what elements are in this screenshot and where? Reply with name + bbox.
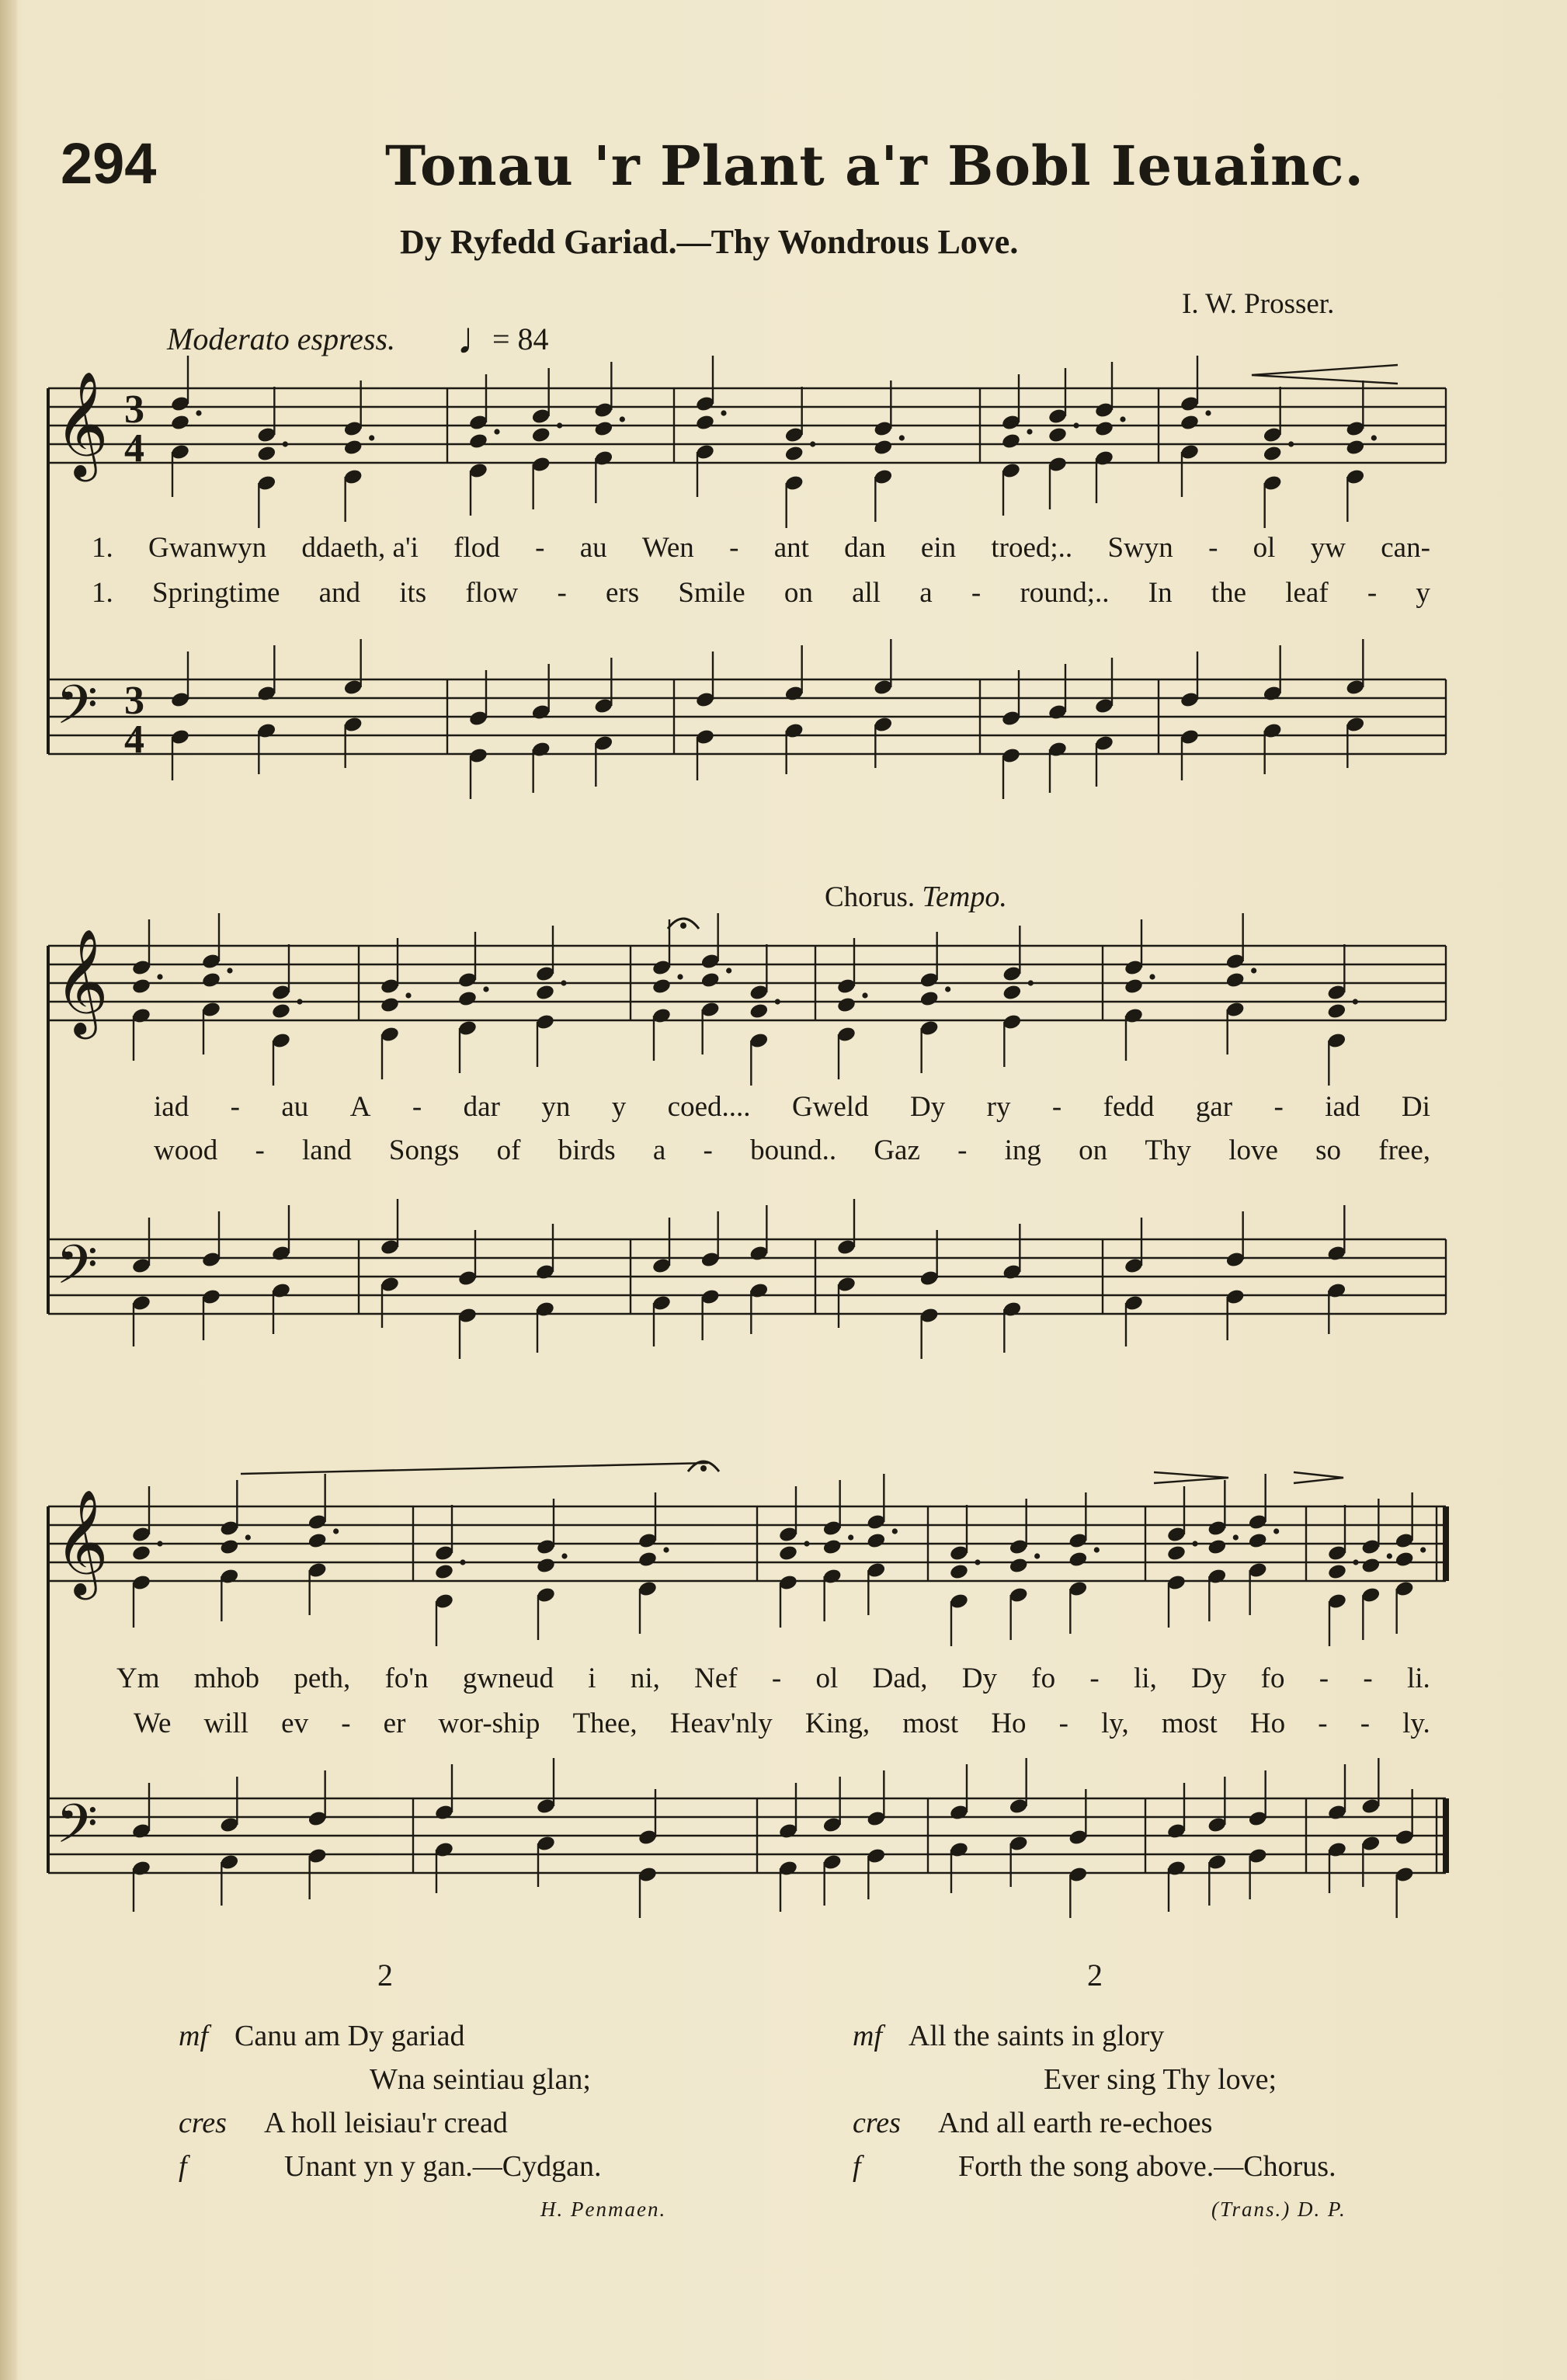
verse-text: And all earth re-echoes bbox=[938, 2107, 1213, 2139]
augmentation-dot bbox=[557, 422, 562, 428]
lyric-syllable: land bbox=[302, 1134, 352, 1166]
lyric-syllable: Songs bbox=[388, 1134, 460, 1166]
lyric-syllable: of bbox=[496, 1134, 521, 1166]
verse-2-line-english bbox=[853, 2019, 1164, 2053]
treble-clef: 𝄞 bbox=[54, 931, 109, 1033]
lyric-syllable: Di bbox=[1401, 1091, 1430, 1123]
lyric-syllable: coed.... bbox=[667, 1091, 751, 1123]
lyric-syllable: gwneud bbox=[462, 1663, 554, 1694]
lyric-syllable: - bbox=[255, 1134, 265, 1166]
lyric-syllable: a bbox=[919, 577, 933, 609]
verse-text: A holl leisiau'r cread bbox=[264, 2107, 508, 2139]
lyric-syllable: Gweld bbox=[791, 1091, 869, 1123]
note-head bbox=[1009, 1557, 1029, 1575]
lyric-syllable: Wen bbox=[641, 532, 694, 564]
verse-2-line-english bbox=[853, 2106, 1212, 2140]
augmentation-dot bbox=[1028, 980, 1034, 985]
note-head bbox=[201, 971, 221, 989]
note-head bbox=[131, 978, 151, 995]
augmentation-dot bbox=[196, 410, 201, 415]
lyric-syllable: Smile bbox=[678, 577, 745, 609]
lyric-syllable: Swyn bbox=[1107, 532, 1173, 564]
lyric-syllable: gar bbox=[1195, 1091, 1233, 1123]
note-head bbox=[307, 1532, 328, 1550]
lyric-syllable: - bbox=[1208, 532, 1218, 564]
augmentation-dot bbox=[899, 435, 905, 440]
augmentation-dot bbox=[157, 1541, 162, 1546]
lyric-syllable: yn bbox=[541, 1091, 571, 1123]
decrescendo-hairpin bbox=[1294, 1472, 1343, 1483]
lyric-syllable: au bbox=[281, 1091, 309, 1123]
lyric-syllable: fo'n bbox=[384, 1663, 429, 1694]
lyric-syllable: Thee, bbox=[572, 1708, 638, 1739]
lyric-syllable: most bbox=[902, 1708, 959, 1739]
augmentation-dot bbox=[892, 1528, 898, 1534]
note-head bbox=[1395, 1551, 1415, 1569]
dynamic-marking: cres bbox=[179, 2107, 227, 2139]
lyric-syllable: and bbox=[318, 577, 361, 609]
lyric-syllable: i bbox=[588, 1663, 596, 1694]
composer: I. W. Prosser. bbox=[1182, 288, 1335, 320]
tempo-marking: Moderato espress. bbox=[167, 321, 396, 356]
lyric-line-english bbox=[154, 1134, 1430, 1167]
lyric-syllable: ing bbox=[1004, 1134, 1041, 1166]
lyric-syllable: leaf bbox=[1285, 577, 1329, 609]
lyric-syllable: birds bbox=[558, 1134, 616, 1166]
lyric-syllable: Dy bbox=[1191, 1663, 1227, 1694]
lyric-syllable: - bbox=[957, 1134, 968, 1166]
hymn-title: Dy Ryfedd Gariad.—Thy Wondrous Love. bbox=[400, 223, 1019, 261]
lyric-syllable: peth, bbox=[294, 1663, 351, 1694]
note-head bbox=[1166, 1544, 1187, 1562]
augmentation-dot bbox=[810, 441, 815, 446]
lyric-syllable: ev bbox=[281, 1708, 309, 1739]
augmentation-dot bbox=[1205, 410, 1211, 415]
lyric-syllable: round;.. bbox=[1020, 577, 1110, 609]
lyric-syllable: Dy bbox=[910, 1091, 946, 1123]
metronome-note: ♩ bbox=[457, 313, 502, 363]
augmentation-dot bbox=[561, 980, 566, 985]
note-head bbox=[343, 439, 363, 457]
augmentation-dot bbox=[297, 999, 302, 1004]
lyric-syllable: fedd bbox=[1103, 1091, 1155, 1123]
lyric-syllable: - bbox=[729, 532, 739, 564]
lyric-syllable: fo bbox=[1031, 1663, 1056, 1694]
augmentation-dot bbox=[1371, 435, 1377, 440]
bass-clef: 𝄢 bbox=[56, 676, 99, 749]
lyric-syllable: ly. bbox=[1402, 1708, 1430, 1739]
lyric-syllable: - bbox=[1058, 1708, 1068, 1739]
verse-2-number-english: 2 bbox=[1087, 1958, 1103, 1993]
augmentation-dot bbox=[1149, 974, 1155, 979]
lyric-syllable: love bbox=[1228, 1134, 1278, 1166]
lyric-syllable: will bbox=[203, 1708, 249, 1739]
lyric-syllable: ry bbox=[986, 1091, 1011, 1123]
augmentation-dot bbox=[721, 410, 726, 415]
note-head bbox=[256, 445, 276, 463]
verse-text: Unant yn y gan.—Cydgan. bbox=[284, 2150, 602, 2183]
lyric-syllable: troed;.. bbox=[991, 532, 1073, 564]
note-head bbox=[536, 1557, 556, 1575]
note-head bbox=[1001, 433, 1021, 450]
augmentation-dot bbox=[333, 1528, 339, 1534]
verse-text: Wna seintiau glan; bbox=[370, 2063, 591, 2096]
lyric-syllable: ant bbox=[773, 532, 809, 564]
lyric-syllable: Gaz bbox=[874, 1134, 920, 1166]
note-head bbox=[784, 445, 804, 463]
note-head bbox=[1002, 984, 1022, 1002]
augmentation-dot bbox=[726, 968, 731, 973]
augmentation-dot bbox=[663, 1547, 669, 1552]
note-head bbox=[1048, 426, 1068, 444]
lyric-syllable: er bbox=[383, 1708, 406, 1739]
lyric-syllable: dar bbox=[463, 1091, 500, 1123]
phrase-line bbox=[241, 1463, 708, 1474]
verse-text: All the saints in glory bbox=[909, 2020, 1165, 2052]
lyric-syllable: li. bbox=[1406, 1663, 1430, 1694]
augmentation-dot bbox=[1034, 1553, 1040, 1558]
augmentation-dot bbox=[1353, 1559, 1358, 1565]
augmentation-dot bbox=[1120, 416, 1125, 422]
lyric-syllable: A bbox=[349, 1091, 371, 1123]
lyric-line-welsh bbox=[92, 531, 1430, 565]
note-head bbox=[638, 1551, 658, 1569]
augmentation-dot bbox=[157, 974, 162, 979]
lyric-syllable: iad bbox=[1325, 1091, 1360, 1123]
note-head bbox=[1225, 971, 1246, 989]
note-head bbox=[1360, 1557, 1381, 1575]
note-head bbox=[271, 1002, 291, 1020]
lyric-syllable: - bbox=[1273, 1091, 1284, 1123]
lyric-syllable: - bbox=[1360, 1708, 1371, 1739]
lyric-syllable: - bbox=[1318, 1708, 1328, 1739]
final-barline-thick bbox=[1443, 1798, 1449, 1873]
note-head bbox=[1327, 1563, 1347, 1581]
note-head bbox=[919, 990, 940, 1008]
verse-2-credit-english: (Trans.) D. P. bbox=[1211, 2198, 1346, 2221]
hymn-number: 294 bbox=[61, 131, 157, 196]
crescendo-hairpin bbox=[1252, 365, 1398, 384]
lyric-syllable: the bbox=[1211, 577, 1246, 609]
lyric-syllable: Ho bbox=[1249, 1708, 1286, 1739]
lyric-syllable: all bbox=[852, 577, 881, 609]
note-head bbox=[1207, 1538, 1227, 1556]
augmentation-dot bbox=[494, 429, 499, 434]
augmentation-dot bbox=[1288, 441, 1294, 446]
chorus-label: Chorus. bbox=[825, 881, 916, 913]
augmentation-dot bbox=[460, 1559, 465, 1565]
lyric-syllable: 1. bbox=[92, 577, 113, 609]
lyric-syllable: mhob bbox=[193, 1663, 260, 1694]
lyric-syllable: most bbox=[1161, 1708, 1218, 1739]
treble-clef: 𝄞 bbox=[54, 1492, 109, 1593]
lyric-syllable: - bbox=[1319, 1663, 1329, 1694]
bass-clef: 𝄢 bbox=[56, 1236, 99, 1308]
chorus-tempo: Tempo. bbox=[922, 881, 1007, 913]
verse-2-number-welsh: 2 bbox=[377, 1958, 393, 1993]
augmentation-dot bbox=[848, 1534, 853, 1540]
note-head bbox=[1124, 978, 1144, 995]
lyric-syllable: - bbox=[412, 1091, 422, 1123]
verse-text: Canu am Dy gariad bbox=[235, 2020, 465, 2052]
final-barline-thick bbox=[1443, 1506, 1449, 1581]
lyric-syllable: on bbox=[784, 577, 813, 609]
note-head bbox=[1263, 445, 1283, 463]
augmentation-dot bbox=[1251, 968, 1256, 973]
note-head bbox=[535, 984, 555, 1002]
note-head bbox=[873, 439, 893, 457]
note-head bbox=[131, 1544, 151, 1562]
verse-2-line-welsh bbox=[179, 2149, 601, 2184]
augmentation-dot bbox=[369, 435, 374, 440]
augmentation-dot bbox=[620, 416, 625, 422]
note-head bbox=[1248, 1532, 1268, 1550]
crescendo-hairpin bbox=[1154, 1472, 1228, 1483]
note-head bbox=[1180, 414, 1200, 432]
lyric-syllable: - bbox=[230, 1091, 240, 1123]
dynamic-marking: f bbox=[853, 2150, 861, 2183]
note-head bbox=[822, 1538, 843, 1556]
lyric-syllable: li, bbox=[1134, 1663, 1157, 1694]
lyric-syllable: ddaeth, a'i bbox=[301, 532, 419, 564]
lyric-syllable: ni, bbox=[630, 1663, 660, 1694]
lyric-syllable: King, bbox=[804, 1708, 870, 1739]
augmentation-dot bbox=[1192, 1541, 1197, 1546]
lyric-syllable: - bbox=[1089, 1663, 1100, 1694]
lyric-syllable: In bbox=[1148, 577, 1173, 609]
augmentation-dot bbox=[945, 986, 950, 992]
lyric-syllable: ol bbox=[815, 1663, 839, 1694]
lyric-syllable: can- bbox=[1381, 532, 1430, 564]
lyric-syllable: - bbox=[1367, 577, 1378, 609]
lyric-syllable: iad bbox=[154, 1091, 189, 1123]
note-head bbox=[1326, 1002, 1346, 1020]
lyric-syllable: Dy bbox=[961, 1663, 998, 1694]
lyric-syllable: free, bbox=[1378, 1134, 1430, 1166]
lyric-syllable: fo bbox=[1260, 1663, 1285, 1694]
lyric-syllable: - bbox=[703, 1134, 713, 1166]
metronome-value: = 84 bbox=[492, 321, 549, 356]
lyric-syllable: wood bbox=[154, 1134, 218, 1166]
fermata-dot bbox=[700, 1465, 707, 1471]
augmentation-dot bbox=[1420, 1547, 1426, 1552]
lyric-syllable: its bbox=[399, 577, 427, 609]
verse-2-line-welsh bbox=[179, 2019, 465, 2053]
note-head bbox=[1094, 420, 1114, 438]
lyric-syllable: - bbox=[971, 577, 982, 609]
verse-2-credit-welsh: H. Penmaen. bbox=[540, 2198, 667, 2221]
dynamic-marking: mf bbox=[179, 2020, 208, 2052]
lyric-syllable: y bbox=[1416, 577, 1430, 609]
augmentation-dot bbox=[245, 1534, 251, 1540]
augmentation-dot bbox=[227, 968, 232, 973]
lyric-syllable: ly, bbox=[1101, 1708, 1129, 1739]
note-head bbox=[778, 1544, 798, 1562]
note-head bbox=[949, 1563, 969, 1581]
lyric-syllable: wor-ship bbox=[438, 1708, 540, 1739]
lyric-syllable: yw bbox=[1310, 532, 1346, 564]
note-head bbox=[468, 433, 488, 450]
augmentation-dot bbox=[1353, 999, 1358, 1004]
lyric-syllable: a bbox=[652, 1134, 666, 1166]
note-head bbox=[593, 420, 613, 438]
lyric-syllable: ers bbox=[605, 577, 640, 609]
bass-clef: 𝄢 bbox=[56, 1795, 99, 1868]
dynamic-marking: mf bbox=[853, 2020, 882, 2052]
verse-2-line-welsh bbox=[179, 2106, 508, 2140]
verse-text: Forth the song above.—Chorus. bbox=[958, 2150, 1336, 2183]
note-head bbox=[170, 414, 190, 432]
augmentation-dot bbox=[1233, 1534, 1239, 1540]
note-head bbox=[434, 1563, 454, 1581]
lyric-syllable: Gwanwyn bbox=[148, 532, 267, 564]
lyric-syllable: We bbox=[134, 1708, 172, 1739]
lyric-syllable: Nef bbox=[694, 1663, 738, 1694]
note-head bbox=[695, 414, 715, 432]
lyric-syllable: - bbox=[1363, 1663, 1373, 1694]
dynamic-marking: cres bbox=[853, 2107, 901, 2139]
section-title: Tonau 'r Plant a'r Bobl Ieuainc. bbox=[385, 134, 1364, 198]
lyric-line-welsh bbox=[154, 1090, 1430, 1124]
lyric-syllable: on bbox=[1079, 1134, 1108, 1166]
augmentation-dot bbox=[1387, 1553, 1392, 1558]
lyric-syllable: - bbox=[771, 1663, 782, 1694]
lyric-syllable: Springtime bbox=[151, 577, 280, 609]
augmentation-dot bbox=[405, 992, 411, 998]
lyric-syllable: - bbox=[535, 532, 545, 564]
time-signature-bottom: 4 bbox=[124, 426, 144, 471]
lyric-syllable: so bbox=[1315, 1134, 1342, 1166]
time-signature-bottom: 4 bbox=[124, 717, 144, 762]
time-signature-top: 3 bbox=[124, 387, 144, 432]
lyric-syllable: - bbox=[557, 577, 567, 609]
verse-text: Ever sing Thy love; bbox=[1044, 2063, 1277, 2096]
lyric-syllable: bound.. bbox=[750, 1134, 837, 1166]
note-head bbox=[651, 978, 672, 995]
lyric-syllable: Ho bbox=[991, 1708, 1027, 1739]
note-head bbox=[531, 426, 551, 444]
augmentation-dot bbox=[561, 1553, 567, 1558]
augmentation-dot bbox=[483, 986, 488, 992]
lyric-line-english bbox=[92, 576, 1430, 610]
lyric-syllable: Heav'nly bbox=[669, 1708, 773, 1739]
lyric-syllable: dan bbox=[844, 532, 886, 564]
augmentation-dot bbox=[1273, 1528, 1279, 1534]
fermata-dot bbox=[680, 922, 686, 929]
verse-2-line-english bbox=[853, 2149, 1336, 2184]
note-head bbox=[1068, 1551, 1088, 1569]
treble-clef: 𝄞 bbox=[54, 374, 109, 475]
lyric-syllable: y bbox=[611, 1091, 627, 1123]
augmentation-dot bbox=[1094, 1547, 1100, 1552]
lyric-syllable: Thy bbox=[1145, 1134, 1191, 1166]
lyric-syllable: ol bbox=[1253, 532, 1276, 564]
note-head bbox=[749, 1002, 769, 1020]
lyric-syllable: 1. bbox=[92, 532, 113, 564]
note-head bbox=[457, 990, 478, 1008]
augmentation-dot bbox=[677, 974, 683, 979]
augmentation-dot bbox=[804, 1541, 809, 1546]
augmentation-dot bbox=[775, 999, 780, 1004]
verse-2-line-english bbox=[853, 2062, 1277, 2097]
augmentation-dot bbox=[862, 992, 867, 998]
augmentation-dot bbox=[1027, 429, 1032, 434]
time-signature-top: 3 bbox=[124, 679, 144, 723]
lyric-syllable: Ym bbox=[116, 1663, 160, 1694]
lyric-syllable: ein bbox=[920, 532, 957, 564]
lyric-syllable: - bbox=[341, 1708, 351, 1739]
note-head bbox=[700, 971, 721, 989]
note-head bbox=[866, 1532, 886, 1550]
lyric-syllable: au bbox=[579, 532, 607, 564]
verse-2-line-welsh bbox=[179, 2062, 591, 2097]
lyric-line-english bbox=[134, 1707, 1430, 1740]
augmentation-dot bbox=[283, 441, 288, 446]
note-head bbox=[836, 996, 856, 1014]
augmentation-dot bbox=[1073, 422, 1079, 428]
lyric-line-welsh bbox=[116, 1662, 1430, 1695]
lyric-syllable: Dad, bbox=[872, 1663, 928, 1694]
lyric-syllable: - bbox=[1051, 1091, 1062, 1123]
note-head bbox=[219, 1538, 239, 1556]
lyric-syllable: flod bbox=[453, 532, 500, 564]
note-head bbox=[1345, 439, 1365, 457]
lyric-syllable: flow bbox=[465, 577, 519, 609]
augmentation-dot bbox=[975, 1559, 980, 1565]
dynamic-marking: f bbox=[179, 2150, 187, 2183]
note-head bbox=[380, 996, 400, 1014]
